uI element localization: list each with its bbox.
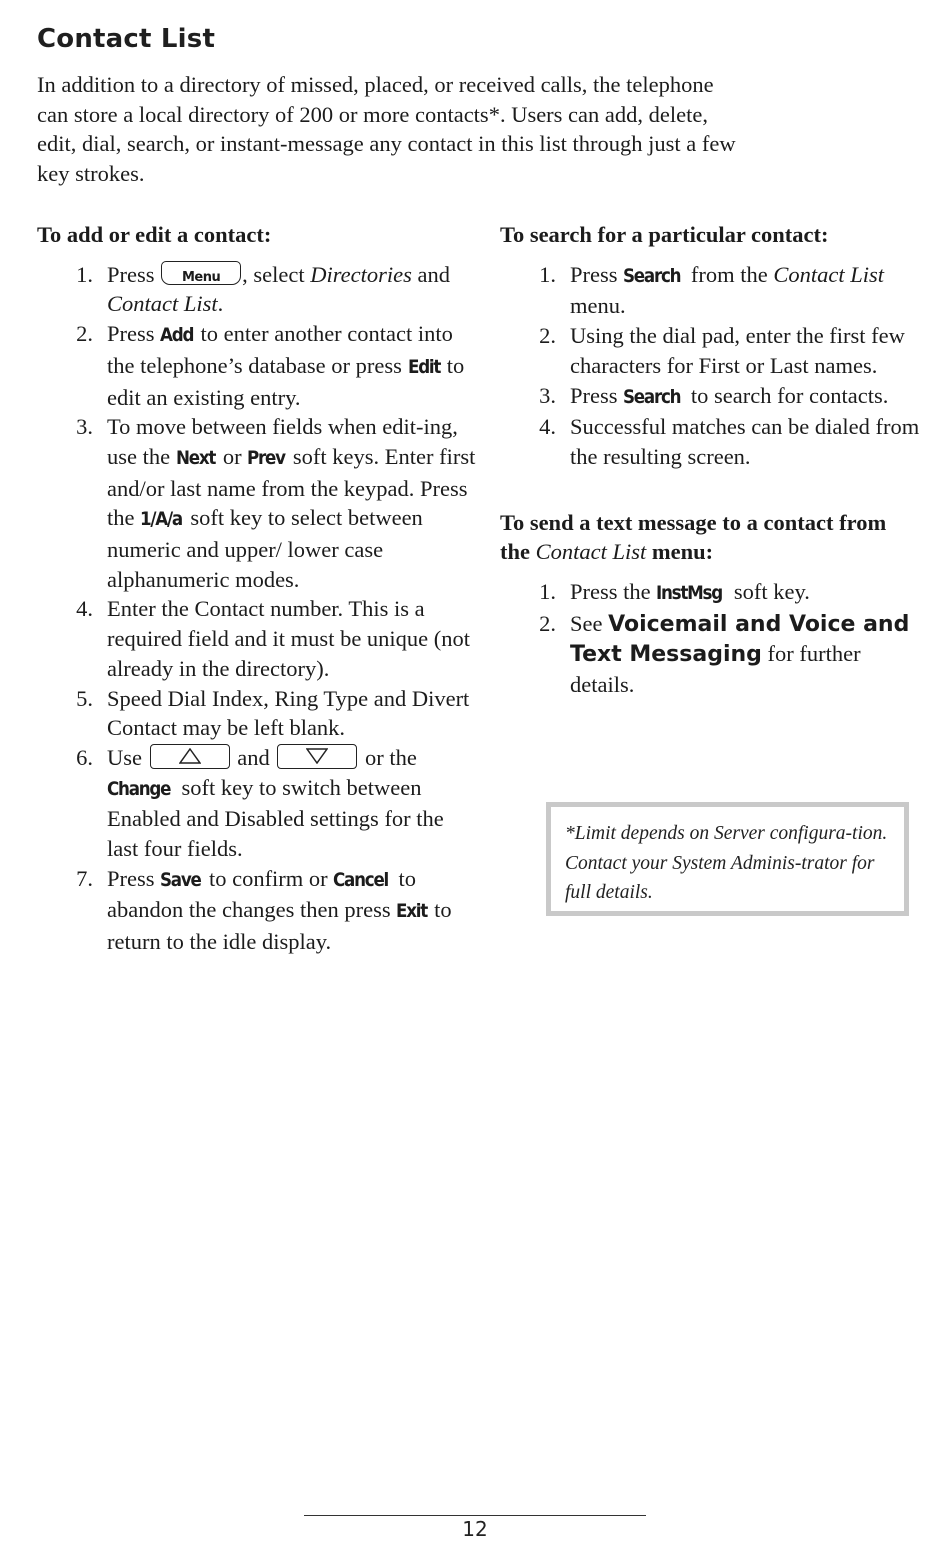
step-text: or the: [359, 744, 417, 770]
step-emphasis: Contact List: [107, 291, 218, 317]
list-item: [37, 260, 477, 319]
step-number: 5.: [76, 685, 93, 711]
softkey-label: Add: [160, 324, 194, 347]
list-item: [500, 260, 920, 321]
step-number: 2.: [76, 321, 93, 347]
list-item: [500, 609, 920, 700]
step-text: Speed Dial Index, Ring Type and Divert Contact may be left blank.: [107, 685, 470, 741]
footnote-box: *Limit depends on Server configura-tion. Contact your System Adminis-trator for full details.: [546, 802, 909, 916]
step-number: 3.: [76, 414, 93, 440]
search-steps: [500, 260, 920, 472]
step-text: and: [411, 261, 451, 287]
step-number: 1.: [539, 579, 556, 605]
add-edit-steps: [37, 260, 477, 957]
intro-paragraph: In addition to a directory of missed, placed, or received calls, the telephone can store a local directory of 200 or more contacts*. Users can add, delete, edit, dial, search, or instant-message any contact in this list through just a few key strokes.: [37, 72, 736, 187]
softkey-label: Exit: [396, 900, 428, 923]
list-item: [37, 743, 477, 864]
step-text: Press: [107, 261, 161, 287]
footer-divider: [304, 1515, 646, 1516]
list-item: [37, 412, 477, 594]
list-item: [500, 577, 920, 609]
menu-key-icon: [161, 261, 241, 285]
step-number: 7.: [76, 865, 93, 891]
step-number: 1.: [76, 261, 93, 287]
softkey-label: Next: [175, 446, 215, 469]
step-text: soft key to switch between Enabled and Disabled settings for the last four fields.: [107, 774, 444, 862]
search-heading: To search for a particular contact:: [500, 222, 829, 247]
step-text: menu.: [570, 293, 626, 319]
step-text: to edit an existing entry.: [107, 352, 465, 410]
step-number: 6.: [76, 744, 93, 770]
list-item: [500, 321, 920, 380]
step-text: or: [217, 443, 248, 469]
step-number: 1.: [539, 261, 556, 287]
step-text: Using the dial pad, enter the first few characters for First or Last names.: [570, 323, 905, 378]
softkey-label: Prev: [247, 446, 286, 469]
step-text: to search for contacts.: [685, 382, 889, 408]
step-text: , select: [242, 261, 311, 287]
softkey-label: Cancel: [333, 868, 389, 891]
softkey-label: Search: [623, 385, 681, 408]
step-text: Press: [570, 382, 624, 408]
step-text: to enter another contact into the telephone’s database or press: [107, 321, 453, 378]
step-text: See: [570, 610, 609, 636]
step-text: soft key.: [728, 579, 810, 605]
step-number: 2.: [539, 323, 556, 349]
step-text: from the: [685, 261, 774, 287]
step-text: to abandon the changes then press: [107, 865, 416, 923]
up-arrow-key-icon: [150, 744, 230, 769]
add-edit-heading: To add or edit a contact:: [37, 222, 272, 247]
search-section: [500, 220, 920, 472]
list-item: [37, 594, 477, 683]
text-message-heading: [500, 508, 920, 567]
step-text: to confirm or: [203, 865, 334, 891]
heading-text: menu:: [646, 539, 714, 565]
step-text: to return to the idle display.: [107, 897, 452, 955]
down-arrow-key-icon: [277, 744, 357, 769]
step-text: Press the: [570, 579, 657, 605]
softkey-label: Change: [107, 777, 171, 800]
page-title: Contact List: [37, 24, 216, 54]
step-text: Press: [107, 865, 161, 891]
step-text: soft keys. Enter first and/or last name from the keypad. Press the: [107, 443, 476, 531]
list-item: [500, 412, 920, 471]
step-text: Successful matches can be dialed from the resulting screen.: [570, 414, 920, 469]
softkey-label: 1/A/a: [140, 508, 183, 531]
step-text: Press: [107, 321, 161, 347]
step-text: Press: [570, 261, 624, 287]
text-message-section: [500, 508, 920, 700]
softkey-label: Search: [623, 264, 681, 287]
list-item: [37, 319, 477, 412]
text-message-steps: [500, 577, 920, 700]
step-emphasis: Contact List: [773, 261, 885, 287]
step-number: 4.: [539, 414, 556, 440]
step-number: 4.: [76, 596, 93, 622]
step-text: soft key to select between numeric and upper/ lower case alphanumeric modes.: [107, 505, 423, 592]
step-text: for further details.: [570, 641, 861, 698]
softkey-label: Edit: [407, 355, 440, 378]
softkey-label: InstMsg: [656, 582, 723, 605]
add-edit-section: [37, 220, 477, 957]
step-text: Enter the Contact number. This is a required field and it must be unique (not already in the directory).: [107, 596, 471, 681]
step-text: .: [217, 291, 224, 317]
page-number: 12: [462, 1517, 488, 1541]
heading-text: To send a text message to a contact from the: [500, 509, 887, 565]
list-item: [500, 381, 920, 413]
step-text: and: [231, 744, 276, 770]
list-item: [37, 864, 477, 957]
step-text: To move between fields when edit-ing, use the: [107, 414, 458, 469]
list-item: [37, 684, 477, 743]
heading-emphasis: Contact List: [535, 539, 647, 565]
step-number: 2.: [539, 610, 556, 636]
step-number: 3.: [539, 382, 556, 408]
right-column: [500, 220, 920, 700]
menu-key-label: Menu: [182, 269, 221, 285]
softkey-label: Save: [160, 868, 201, 891]
step-emphasis: Directories: [310, 261, 412, 287]
section-reference: Voicemail and Voice and Text Messaging: [570, 611, 910, 668]
step-text: Use: [107, 744, 148, 770]
